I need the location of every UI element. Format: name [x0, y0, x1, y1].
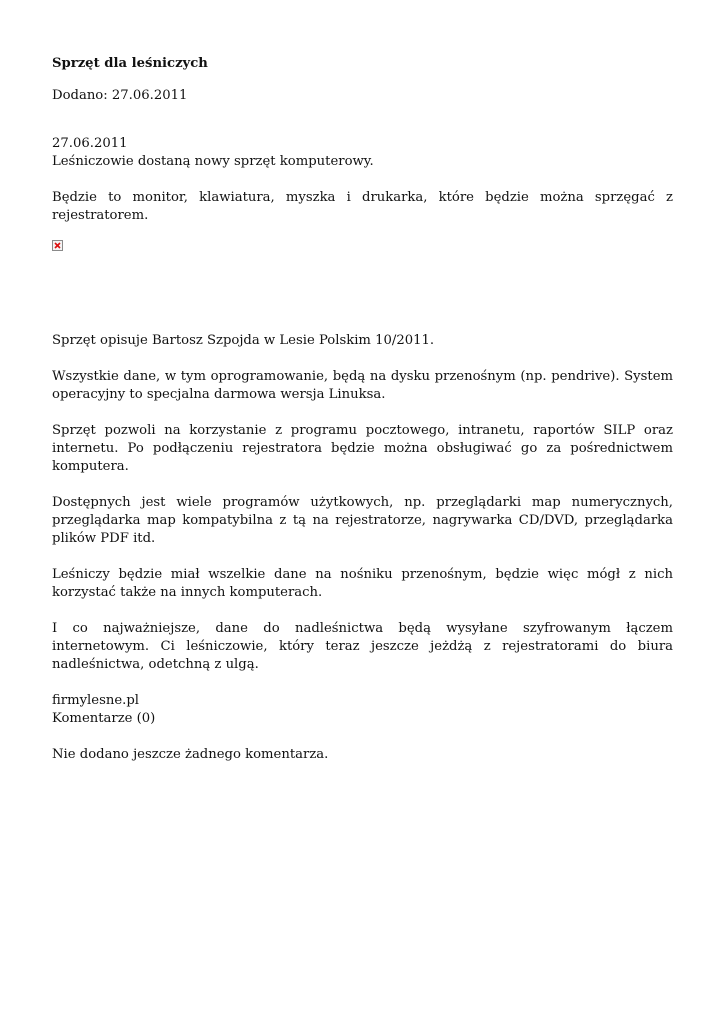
article-image	[52, 239, 673, 314]
article-title: Sprzęt dla leśniczych	[52, 56, 208, 71]
paragraph-usage: Sprzęt pozwoli na korzystanie z programu pocztowego, intranetu, raportów SILP oraz internetu. Po podłączeniu rejestratora będzie można obsługiwać go za pośrednictwem komputera.	[52, 423, 673, 474]
article	[52, 55, 673, 764]
added-date: Dodano: 27.06.2011	[52, 88, 188, 103]
source-link[interactable]: firmylesne.pl	[52, 693, 139, 708]
paragraph-software: Wszystkie dane, w tym oprogramowanie, będą na dysku przenośnym (np. pendrive). System operacyjny to specjalna darmowa wersja Linuksa.	[52, 369, 673, 402]
paragraph-portable: Leśniczy będzie miał wszelkie dane na nośniku przenośnym, będzie więc mógł z nich korzystać także na innych komputerach.	[52, 567, 673, 600]
article-date: 27.06.2011	[52, 136, 128, 151]
article-lead: Leśniczowie dostaną nowy sprzęt komputerowy.	[52, 154, 374, 169]
broken-image-icon	[52, 240, 63, 251]
paragraph-author: Sprzęt opisuje Bartosz Szpojda w Lesie Polskim 10/2011.	[52, 333, 435, 348]
no-comments-text: Nie dodano jeszcze żadnego komentarza.	[52, 747, 329, 762]
paragraph-equipment: Będzie to monitor, klawiatura, myszka i drukarka, które będzie można sprzęgać z rejestratorem.	[52, 190, 673, 223]
paragraph-programs: Dostępnych jest wiele programów użytkowych, np. przeglądarki map numerycznych, przeglądarka map kompatybilna z tą na rejestratorze, nagrywarka CD/DVD, przeglądarka plików PDF itd.	[52, 495, 673, 546]
comments-heading: Komentarze (0)	[52, 711, 156, 726]
paragraph-encryption: I co najważniejsze, dane do nadleśnictwa będą wysyłane szyfrowanym łączem internetowym. Ci leśniczowie, który teraz jeszcze jeżdżą z rejestratorami do biura nadleśnictwa, odetchną z ulgą.	[52, 621, 673, 672]
